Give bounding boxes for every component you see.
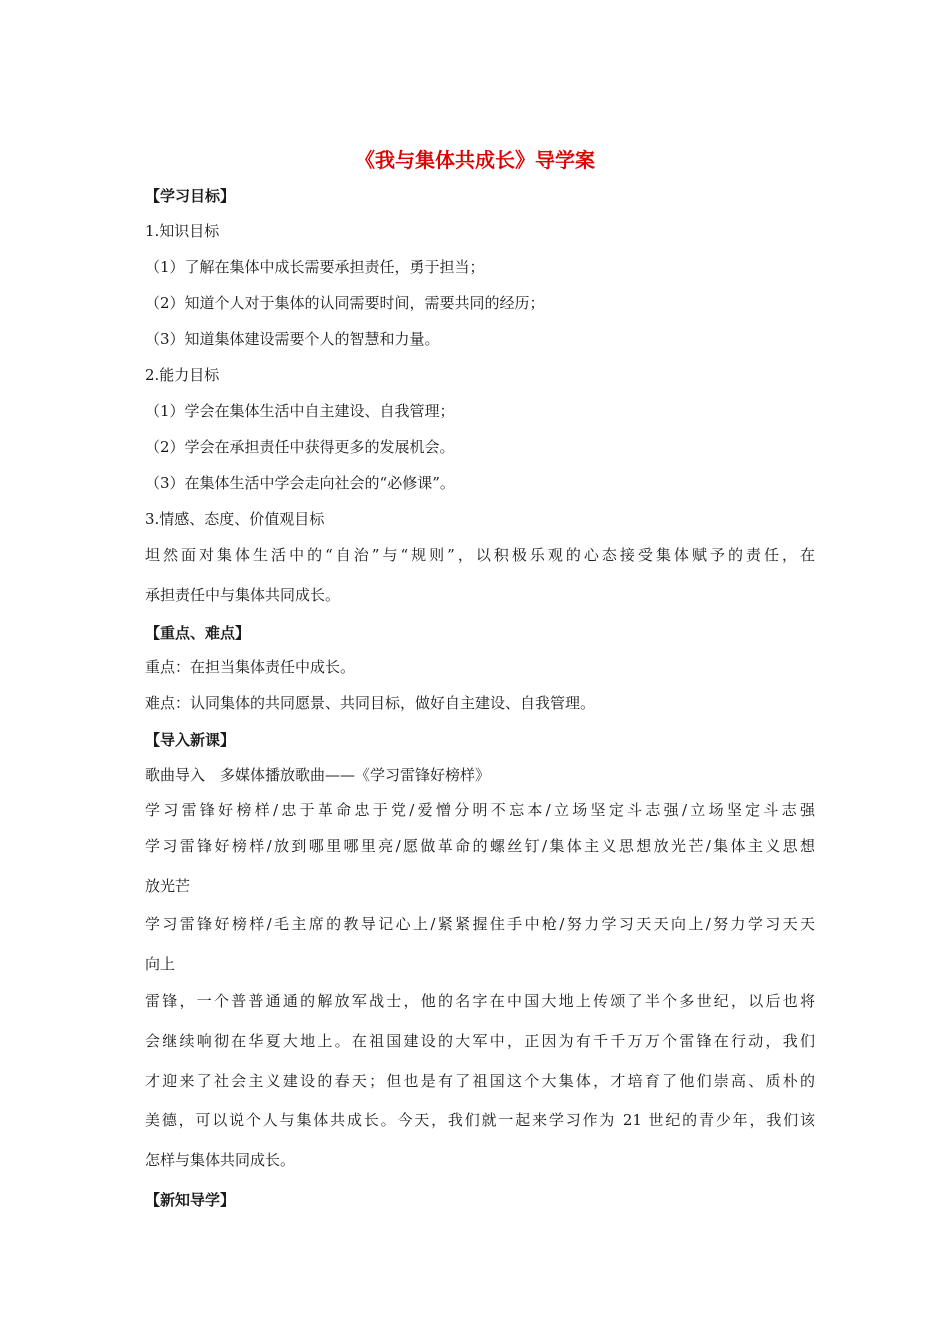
objective-ability-label: 2.能力目标: [145, 366, 220, 384]
objective-knowledge-item: （2）知道个人对于集体的认同需要时间，需要共同的经历；: [145, 294, 545, 312]
intro-text: 美德，可以说个人与集体共成长。今天，我们就一起来学习作为 21 世纪的青少年，我们该: [145, 1111, 815, 1129]
objective-ability-item: （2）学会在承担责任中获得更多的发展机会。: [145, 438, 455, 456]
intro-text: 向上: [145, 955, 176, 973]
section-heading-intro: 【导入新课】: [145, 731, 236, 749]
difficult-point-text: 难点：认同集体的共同愿景、共同目标，做好自主建设、自我管理。: [145, 694, 596, 712]
objective-emotion-text: 承担责任中与集体共同成长。: [145, 586, 341, 604]
intro-text: 学习雷锋好榜样/毛主席的教导记心上/紧紧握住手中枪/努力学习天天向上/努力学习天天: [145, 915, 815, 933]
document-title: 《我与集体共成长》导学案: [355, 148, 595, 172]
key-point-text: 重点：在担当集体责任中成长。: [145, 658, 356, 676]
intro-text: 才迎来了社会主义建设的春天；但也是有了祖国这个大集体，才培育了他们崇高、质朴的: [145, 1072, 815, 1090]
section-heading-new-knowledge: 【新知导学】: [145, 1191, 236, 1209]
objective-emotion-text: 坦然面对集体生活中的“自治”与“规则”，以积极乐观的心态接受集体赋予的责任，在: [145, 546, 815, 564]
objective-knowledge-item: （1）了解在集体中成长需要承担责任，勇于担当；: [145, 258, 485, 276]
intro-text: 学习雷锋好榜样/忠于革命忠于党/爱憎分明不忘本/立场坚定斗志强/立场坚定斗志强: [145, 801, 815, 819]
objective-ability-item: （3）在集体生活中学会走向社会的“必修课”。: [145, 474, 455, 492]
intro-text: 歌曲导入 多媒体播放歌曲——《学习雷锋好榜样》: [145, 766, 491, 784]
objective-knowledge-label: 1.知识目标: [145, 222, 220, 240]
objective-ability-item: （1）学会在集体生活中自主建设、自我管理；: [145, 402, 455, 420]
intro-text: 怎样与集体共同成长。: [145, 1151, 296, 1169]
intro-text: 会继续响彻在华夏大地上。在祖国建设的大军中，正因为有千千万万个雷锋在行动，我们: [145, 1032, 815, 1050]
objective-emotion-label: 3.情感、态度、价值观目标: [145, 510, 325, 528]
intro-text: 学习雷锋好榜样/放到哪里哪里亮/愿做革命的螺丝钉/集体主义思想放光芒/集体主义思想: [145, 837, 816, 855]
intro-text: 放光芒: [145, 877, 191, 895]
objective-knowledge-item: （3）知道集体建设需要个人的智慧和力量。: [145, 330, 440, 348]
section-heading-objectives: 【学习目标】: [145, 187, 236, 205]
section-heading-key-points: 【重点、难点】: [145, 624, 251, 642]
intro-text: 雷锋，一个普普通通的解放军战士，他的名字在中国大地上传颂了半个多世纪，以后也将: [145, 992, 815, 1010]
